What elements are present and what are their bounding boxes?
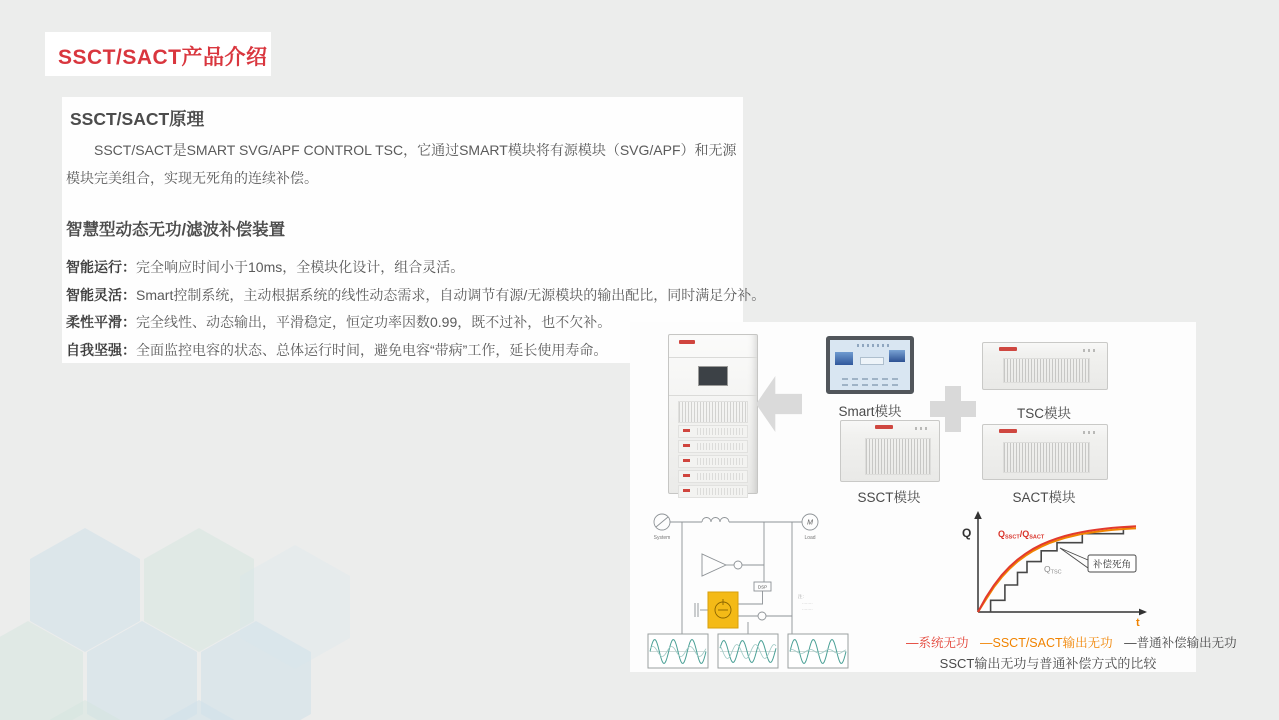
feature-item [66, 282, 765, 310]
rack-logo [875, 425, 893, 429]
y-axis-label: Q [962, 526, 972, 540]
cabinet-slot [678, 470, 748, 483]
circuit-diagram [646, 506, 866, 672]
device-heading: 智慧型动态无功/滤波补偿装置 [66, 221, 286, 239]
y-axis-arrow [974, 511, 982, 519]
cabinet-logo [679, 340, 695, 344]
product-panel [630, 322, 1237, 672]
left-arrow-icon [756, 376, 802, 432]
screen-text-row [842, 378, 900, 381]
feature-item [66, 254, 765, 282]
cabinet-grille [678, 401, 748, 423]
rack-grille [1003, 358, 1090, 384]
screen-toolbar [857, 344, 889, 347]
sact-module-label: SACT模块 [1012, 490, 1076, 505]
x-axis-label: t [1136, 617, 1140, 629]
smart-module-image [826, 336, 914, 394]
callout-label: 补偿死角 [1092, 559, 1132, 571]
motor-letter: M [807, 519, 813, 527]
smart-module-label: Smart模块 [838, 404, 902, 419]
cabinet-slot [678, 485, 748, 498]
controller-label: DSP [757, 584, 768, 590]
feature-text: 完全响应时间小于10ms，全模块化设计，组合灵活。 [136, 259, 465, 275]
cabinet-slot [678, 440, 748, 453]
cabinet-slot [678, 455, 748, 468]
rack-logo [999, 429, 1017, 433]
load-label: Load [804, 535, 816, 541]
amplifier-icon [702, 554, 726, 576]
rack-logo [999, 347, 1017, 351]
note-line: ········ [802, 601, 813, 606]
rack-grille [865, 438, 932, 475]
x-axis-arrow [1139, 609, 1147, 616]
cabinet-divider [669, 395, 757, 396]
tsc-module-image [982, 342, 1108, 390]
feature-label: 柔性平滑： [66, 314, 136, 331]
cabinet-slot [678, 425, 748, 438]
q-comparison-chart [938, 510, 1190, 630]
cabinet-screen [698, 366, 728, 386]
main-curve-label: QSSCT/QSACT [998, 529, 1045, 541]
ssct-module-label: SSCT模块 [857, 490, 921, 505]
legend-item-ordinary: —普通补偿输出无功 [1124, 636, 1237, 650]
principle-heading: SSCT/SACT原理 [70, 109, 205, 129]
principle-paragraph: SSCT/SACT是SMART SVG/APF CONTROL TSC，它通过SMART模块将有源模块（SVG/APF）和无源模块完美组合，实现无死角的连续补偿。 [66, 142, 737, 186]
feature-text: 全面监控电容的状态、总体运行时间，避免电容“带病”工作，延长使用寿命。 [136, 341, 608, 358]
ct-sensor-icon [734, 561, 742, 569]
note-line: ········ [802, 606, 813, 612]
feature-label: 智能运行： [66, 259, 136, 275]
system-label: System [653, 535, 671, 541]
screen-widget [860, 357, 884, 365]
ct-sensor-icon [758, 612, 766, 620]
cabinet-image [668, 334, 758, 494]
feature-text: 完全线性、动态输出，平滑稳定，恒定功率因数0.99，既不过补，也不欠补。 [136, 314, 612, 331]
rack-leds [1083, 431, 1097, 434]
screen-thumbnail [889, 350, 905, 362]
rack-leds [1083, 349, 1097, 352]
feature-label: 自我坚强： [66, 341, 136, 358]
feature-label: 智能灵活： [66, 286, 136, 303]
cabinet-divider [669, 357, 757, 358]
chart-caption: SSCT输出无功与普通补偿方式的比较 [939, 656, 1157, 671]
screen-thumbnail [835, 352, 853, 365]
rack-leds [915, 427, 929, 430]
inductor-icon [702, 518, 729, 523]
tsc-module-label: TSC模块 [1017, 406, 1071, 421]
feature-text: Smart控制系统，主动根据系统的线性动态需求，自动调节有源/无源模块的输出配比，同时满足分补。 [136, 286, 766, 303]
legend-item-system: —系统无功 [906, 636, 969, 650]
rack-grille [1003, 442, 1090, 472]
ssct-module-image [840, 420, 940, 482]
tsc-curve-label: QTSC [1044, 564, 1062, 576]
legend-item-ssct-sact: —SSCT/SACT输出无功 [980, 636, 1113, 650]
scope-box [718, 634, 778, 668]
page-title: SSCT/SACT产品介绍 [58, 46, 268, 69]
title-bar [45, 32, 271, 76]
chart-legend [902, 633, 1237, 651]
note-marker: 注： [798, 594, 807, 599]
screen-text-row [842, 384, 900, 387]
sact-module-image [982, 424, 1108, 480]
